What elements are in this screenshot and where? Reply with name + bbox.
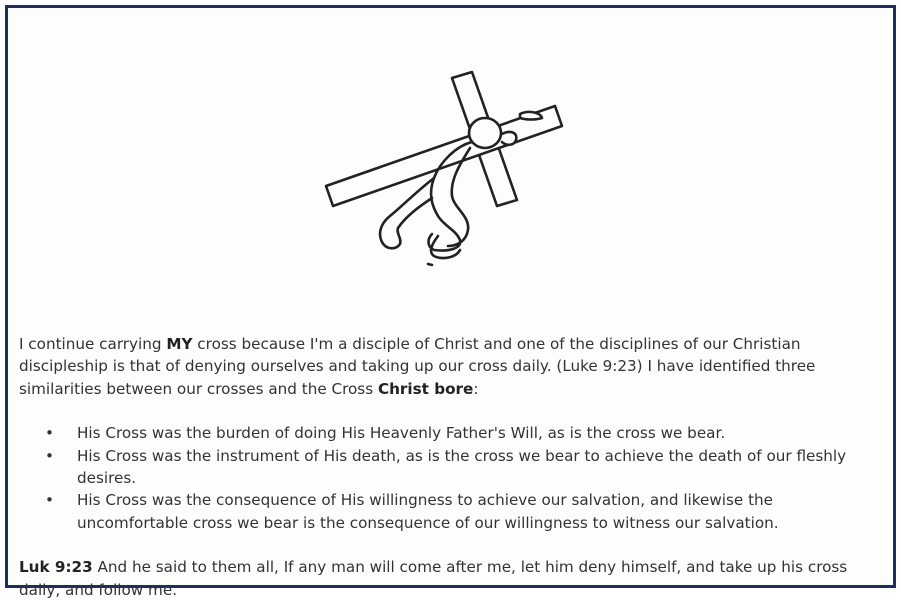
intro-emphasis-christ-bore: Christ bore (377, 379, 474, 398)
verse-paragraph (19, 556, 881, 601)
article-text (19, 333, 881, 601)
bullet-icon: • (45, 424, 54, 443)
verse-text: And he said to them all, If any man will come after me, let him deny himself, and take up his cross daily, and follow me. (19, 558, 848, 599)
intro-text-2: cross because I'm a disciple of Christ and one of the disciplines of our Christian discipleship is that of denying ourselves and taking up our cross daily. (Luke 9:23) I have identified three similarities between our crosses and the Cross (19, 335, 816, 398)
content-frame (5, 5, 896, 599)
intro-text-3: : (473, 379, 479, 398)
similarities-list (19, 422, 881, 534)
intro-emphasis-my: MY (166, 335, 193, 353)
list-item-text: His Cross was the burden of doing His Heavenly Father's Will, as is the cross we bear. (77, 424, 726, 443)
list-item-text: His Cross was the instrument of His death, as is the cross we bear to achieve the death of our fleshly desires. (77, 446, 847, 488)
intro-paragraph (19, 333, 881, 400)
bullet-icon: • (45, 446, 54, 465)
bullet-icon: • (45, 491, 54, 510)
cross-bearer-illustration (320, 66, 570, 271)
list-item (19, 489, 881, 534)
list-item-text: His Cross was the consequence of His willingness to achieve our salvation, and likewise the uncomfortable cross we bear is the consequence of our willingness to witness our salvation. (77, 491, 779, 532)
list-item (19, 422, 881, 444)
intro-text-1: I continue carrying (19, 335, 167, 353)
verse-reference: Luk 9:23 (19, 558, 93, 577)
list-item (19, 445, 881, 490)
